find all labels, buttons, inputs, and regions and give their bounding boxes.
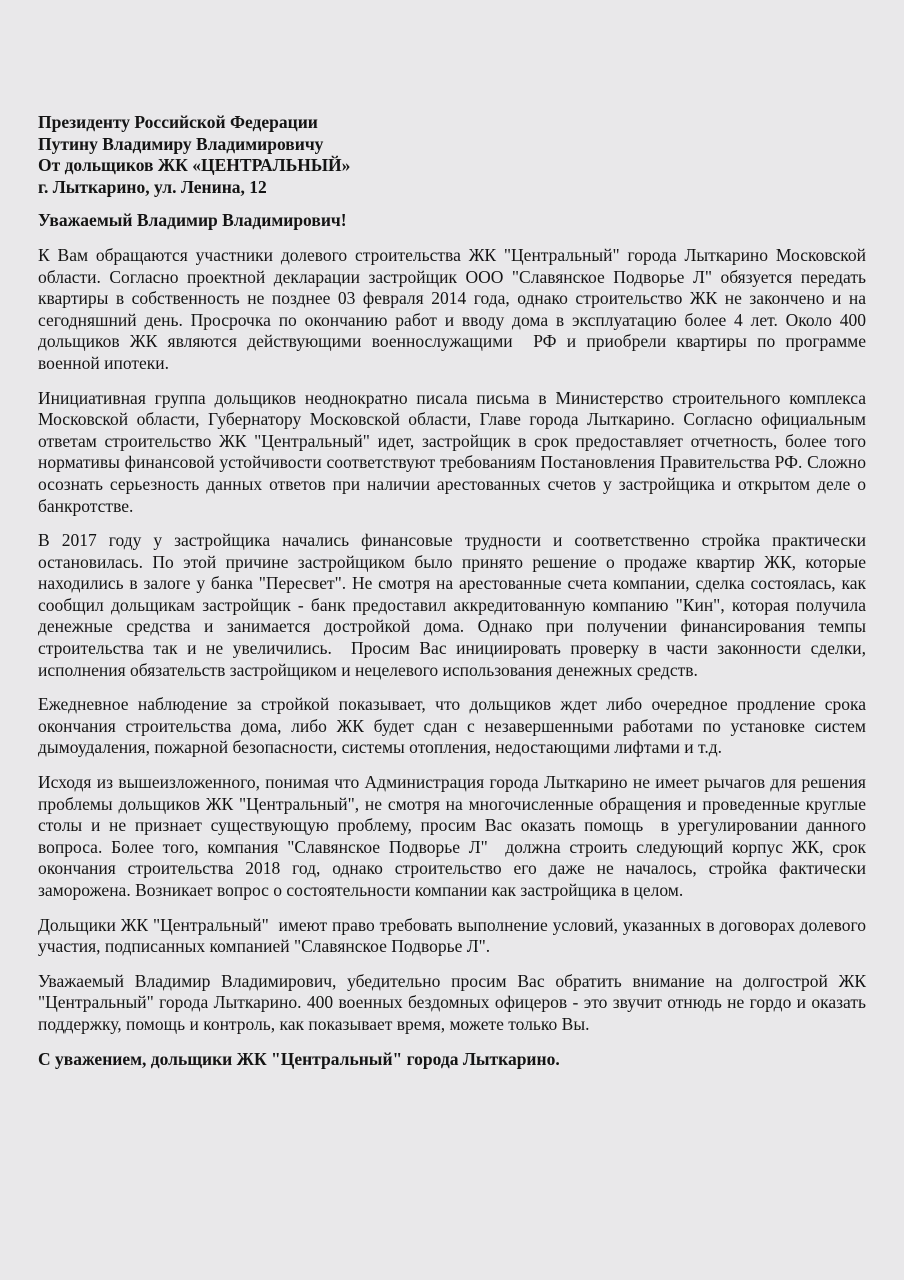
paragraph-administration: Исходя из вышеизложенного, понимая что Администрация города Лыткарино не имеет рычагов для решения проблемы дольщиков ЖК "Центральный", не смотря на многочисленные обращения и проведенные круглые столы и не признает существующую проблему, просим Вас оказать помощь в урегулировании данного вопроса. Более того, компания "Славянское Подворье Л" должна строить следующий корпус ЖК, срок окончания строительства 2018 год, однако строительство его даже не началось, стройка фактически заморожена. Возникает вопрос о состоятельности компании как застройщика в целом. xyxy=(38,772,866,900)
address-line: г. Лыткарино, ул. Ленина, 12 xyxy=(38,176,267,197)
paragraph-financial-troubles: В 2017 году у застройщика начались финансовые трудности и соответственно стройка практически остановилась. По этой причине застройщиком было принято решение о продаже квартир ЖК, которые находились в залоге у банка "Пересвет". Не смотря на арестованные счета компании, сделка состоялась, как сообщил дольщикам застройщик - банк предоставил аккредитованную компанию "Кин", которая получила денежные средства и занимается достройкой дома. Однако при получении финансирования темпы строительства так и не увеличились. Просим Вас инициировать проверку в части законности сделки, исполнения обязательств застройщиком и нецелевого использования денежных средств. xyxy=(38,530,866,680)
sender-line: От дольщиков ЖК «ЦЕНТРАЛЬНЫЙ» xyxy=(38,155,351,176)
salutation: Уважаемый Владимир Владимирович! xyxy=(38,210,347,231)
closing-line: С уважением, дольщики ЖК "Центральный" города Лыткарино. xyxy=(38,1048,560,1069)
recipient-line-1: Президенту Российской Федерации xyxy=(38,112,318,132)
letter-recipient-block xyxy=(38,112,866,198)
paragraph-rights: Дольщики ЖК "Центральный" имеют право требовать выполнение условий, указанных в договорах долевого участия, подписанных компанией "Славянское Подворье Л". xyxy=(38,914,866,957)
paragraph-intro: К Вам обращаются участники долевого строительства ЖК "Центральный" города Лыткарино Московской области. Согласно проектной декларации застройщик ООО "Славянское Подворье Л" обязуется передать квартиры в собственность не позднее 03 февраля 2014 года, однако строительство ЖК не закончено и на сегодняшний день. Просрочка по окончанию работ и вводу дома в эксплуатацию более 4 лет. Около 400 дольщиков ЖК являются действующими военнослужащими РФ и приобрели квартиры по программе военной ипотеки. xyxy=(38,244,866,373)
recipient-line-2: Путину Владимиру Владимировичу xyxy=(38,133,324,154)
paragraph-appeals-history: Инициативная группа дольщиков неоднократно писала письма в Министерство строительного комплекса Московской области, Губернатору Московской области, Главе города Лыткарино. Согласно официальным ответам строительство ЖК "Центральный" идет, застройщик в срок предоставляет отчетность, более того нормативы финансовой устойчивости соответствуют требованиям Постановления Правительства РФ. Сложно осознать серьезность данных ответов при наличии арестованных счетов у застройщика и открытом деле о банкротстве. xyxy=(38,387,866,516)
paragraph-final-appeal: Уважаемый Владимир Владимирович, убедительно просим Вас обратить внимание на долгострой ЖК "Центральный" города Лыткарино. 400 военных бездомных офицеров - это звучит отнюдь не гордо и оказать поддержку, помощь и контроль, как показывает время, можете только Вы. xyxy=(38,970,866,1034)
paragraph-construction-observation: Ежедневное наблюдение за стройкой показывает, что дольщиков ждет либо очередное продление срока окончания строительства дома, либо ЖК будет сдан с незавершенными работами по установке систем дымоудаления, пожарной безопасности, системы отопления, недостающими лифтами и т.д. xyxy=(38,694,866,758)
